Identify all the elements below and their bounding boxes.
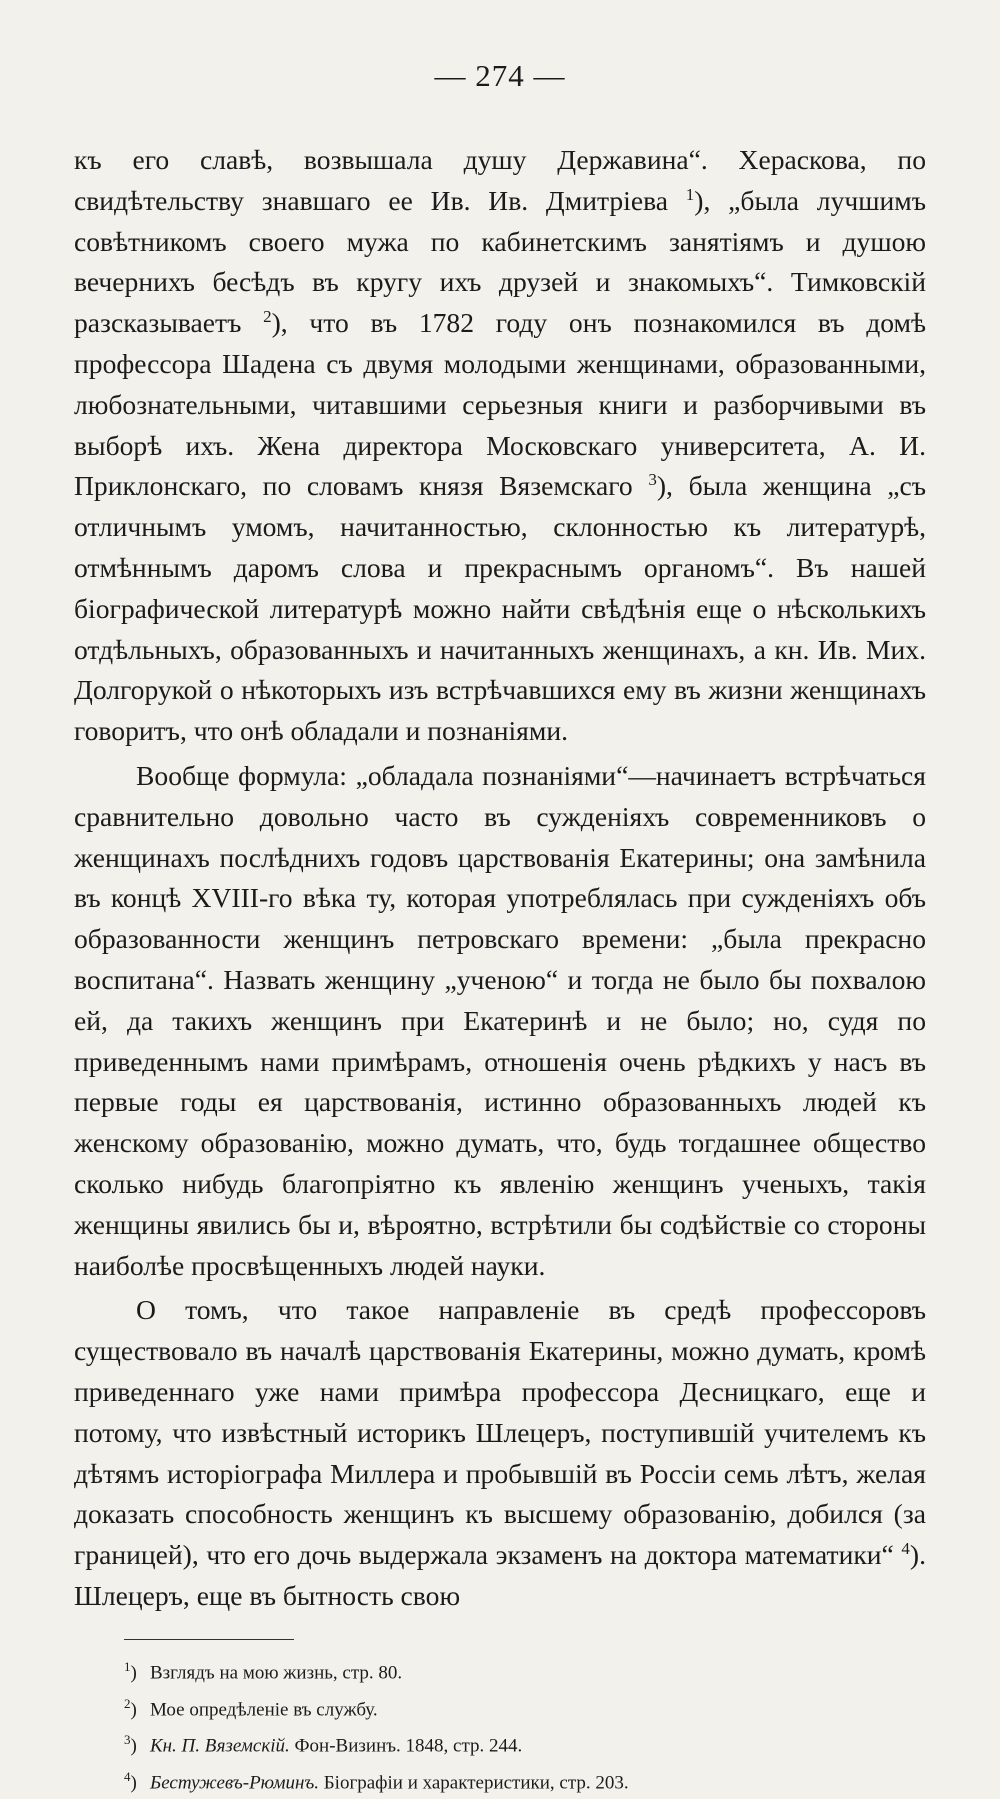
- footnote-text: Взглядъ на мою жизнь, стр. 80.: [150, 1662, 403, 1684]
- footnote-reference: 1: [685, 184, 695, 204]
- footnote-number: 2: [124, 1695, 131, 1711]
- footnote-reference: 2: [263, 307, 272, 326]
- footnote-number: 4: [124, 1769, 131, 1785]
- body-text: [74, 140, 926, 1617]
- paragraph-text: къ его славѣ, возвышала душу Державина“. Хераскова, по свидѣтельству знавшаго ее Ив. Ив. Дмитріева: [74, 144, 926, 216]
- footnote-text: Біографіи и характеристики, стр. 203.: [319, 1772, 629, 1794]
- paragraph: [74, 756, 926, 1286]
- footnote-text: Мое опредѣленіе въ службу.: [150, 1698, 378, 1720]
- footnote-marker: $^4$): [124, 1769, 137, 1794]
- footnote-text: Фон-Визинъ. 1848, стр. 244.: [289, 1735, 523, 1757]
- footnote-marker: $^1$): [124, 1658, 137, 1684]
- footnotes: [124, 1652, 926, 1799]
- footnote-author: Бестужевъ-Рюминъ.: [150, 1772, 320, 1794]
- footnote: [124, 1689, 926, 1726]
- footnote: [124, 1652, 926, 1689]
- page-number: — 274 —: [434, 58, 566, 93]
- footnote-number: 3: [124, 1732, 131, 1748]
- footnote: [124, 1725, 926, 1762]
- footnote-author: Кн. П. Вяземскій.: [150, 1735, 290, 1757]
- paragraph-text: Вообще формула: „обладала познаніями“—начинаетъ встрѣчаться сравнительно довольно часто въ сужденіяхъ современниковъ о женщинахъ послѣднихъ годовъ царствованія Екатерины; она замѣнила въ концѣ XVIII-го вѣка ту, которая употреблялась при сужденіяхъ объ образованности женщинъ петровскаго времени: „была прекрасно воспитана“. Назвать женщину „ученою“ и тогда не было бы похвалою ей, да такихъ женщинъ при Екатеринѣ и не было; но, судя по приведеннымъ нами примѣрамъ, отношенія очень рѣдкихъ у насъ въ первые годы ея царствованія, истинно образованныхъ людей къ женскому образованію, можно думать, что, будь тогдашнее общество сколько нибудь благопріятно къ явленію женщинъ ученыхъ, такія женщины явились бы и, вѣроятно, встрѣтили бы содѣйствіе со стороны наиболѣе просвѣщенныхъ людей науки.: [74, 759, 926, 1281]
- paragraph-text: ), была женщина „съ отличнымъ умомъ, начитанностью, склонностью къ литературѣ, отмѣннымъ даромъ слова и прекраснымъ органомъ“. Въ нашей біографической литературѣ можно найти свѣдѣнія еще о нѣсколькихъ отдѣльныхъ, образованныхъ и начитанныхъ женщинахъ, а кн. Ив. Мих. Долгорукой о нѣкоторыхъ изъ встрѣчавшихся ему въ жизни женщинахъ говоритъ, что онѣ обладали и познаніями.: [74, 470, 926, 747]
- paragraph-text: ), „была лучшимъ совѣтникомъ своего мужа по кабинетскимъ занятіямъ и душою вечернихъ бесѣдъ въ кругу ихъ друзей и знакомыхъ“. Тимковскій разсказываетъ: [74, 184, 926, 339]
- paragraph-text: ), что въ 1782 году онъ познакомился въ домѣ профессора Шадена съ двумя молодыми женщинами, образованными, любознательными, читавшими серьезныя книги и разборчивыми въ выборѣ ихъ. Жена директора Московскаго университета, А. И. Приклонскаго, по словамъ князя Вяземскаго: [74, 307, 926, 502]
- footnote-marker: $^3$): [124, 1732, 137, 1757]
- paragraph: [74, 1290, 926, 1616]
- footnote-number: 1: [124, 1658, 131, 1674]
- paragraph-text: ). Шлецеръ, еще въ бытность свою: [74, 1539, 926, 1611]
- footnote: [124, 1762, 926, 1799]
- paragraph: [74, 140, 926, 752]
- footnote-marker: $^2$): [124, 1695, 137, 1720]
- footnote-reference: 3: [648, 470, 657, 490]
- paragraph-text: О томъ, что такое направленіе въ средѣ профессоровъ существовало въ началѣ царствованія Екатерины, можно думать, кромѣ приведеннаго уже нами примѣра профессора Десницкаго, еще и потому, что извѣстный историкъ Шлецеръ, поступившій учителемъ къ дѣтямъ исторіографа Миллера и пробывшій въ Россіи семь лѣтъ, желая доказать способность женщинъ къ высшему образованію, добился (за границей), что его дочь выдержала экзаменъ на доктора математики“: [74, 1294, 926, 1571]
- footnote-divider: [124, 1639, 294, 1640]
- footnote-reference: 4: [901, 1538, 910, 1558]
